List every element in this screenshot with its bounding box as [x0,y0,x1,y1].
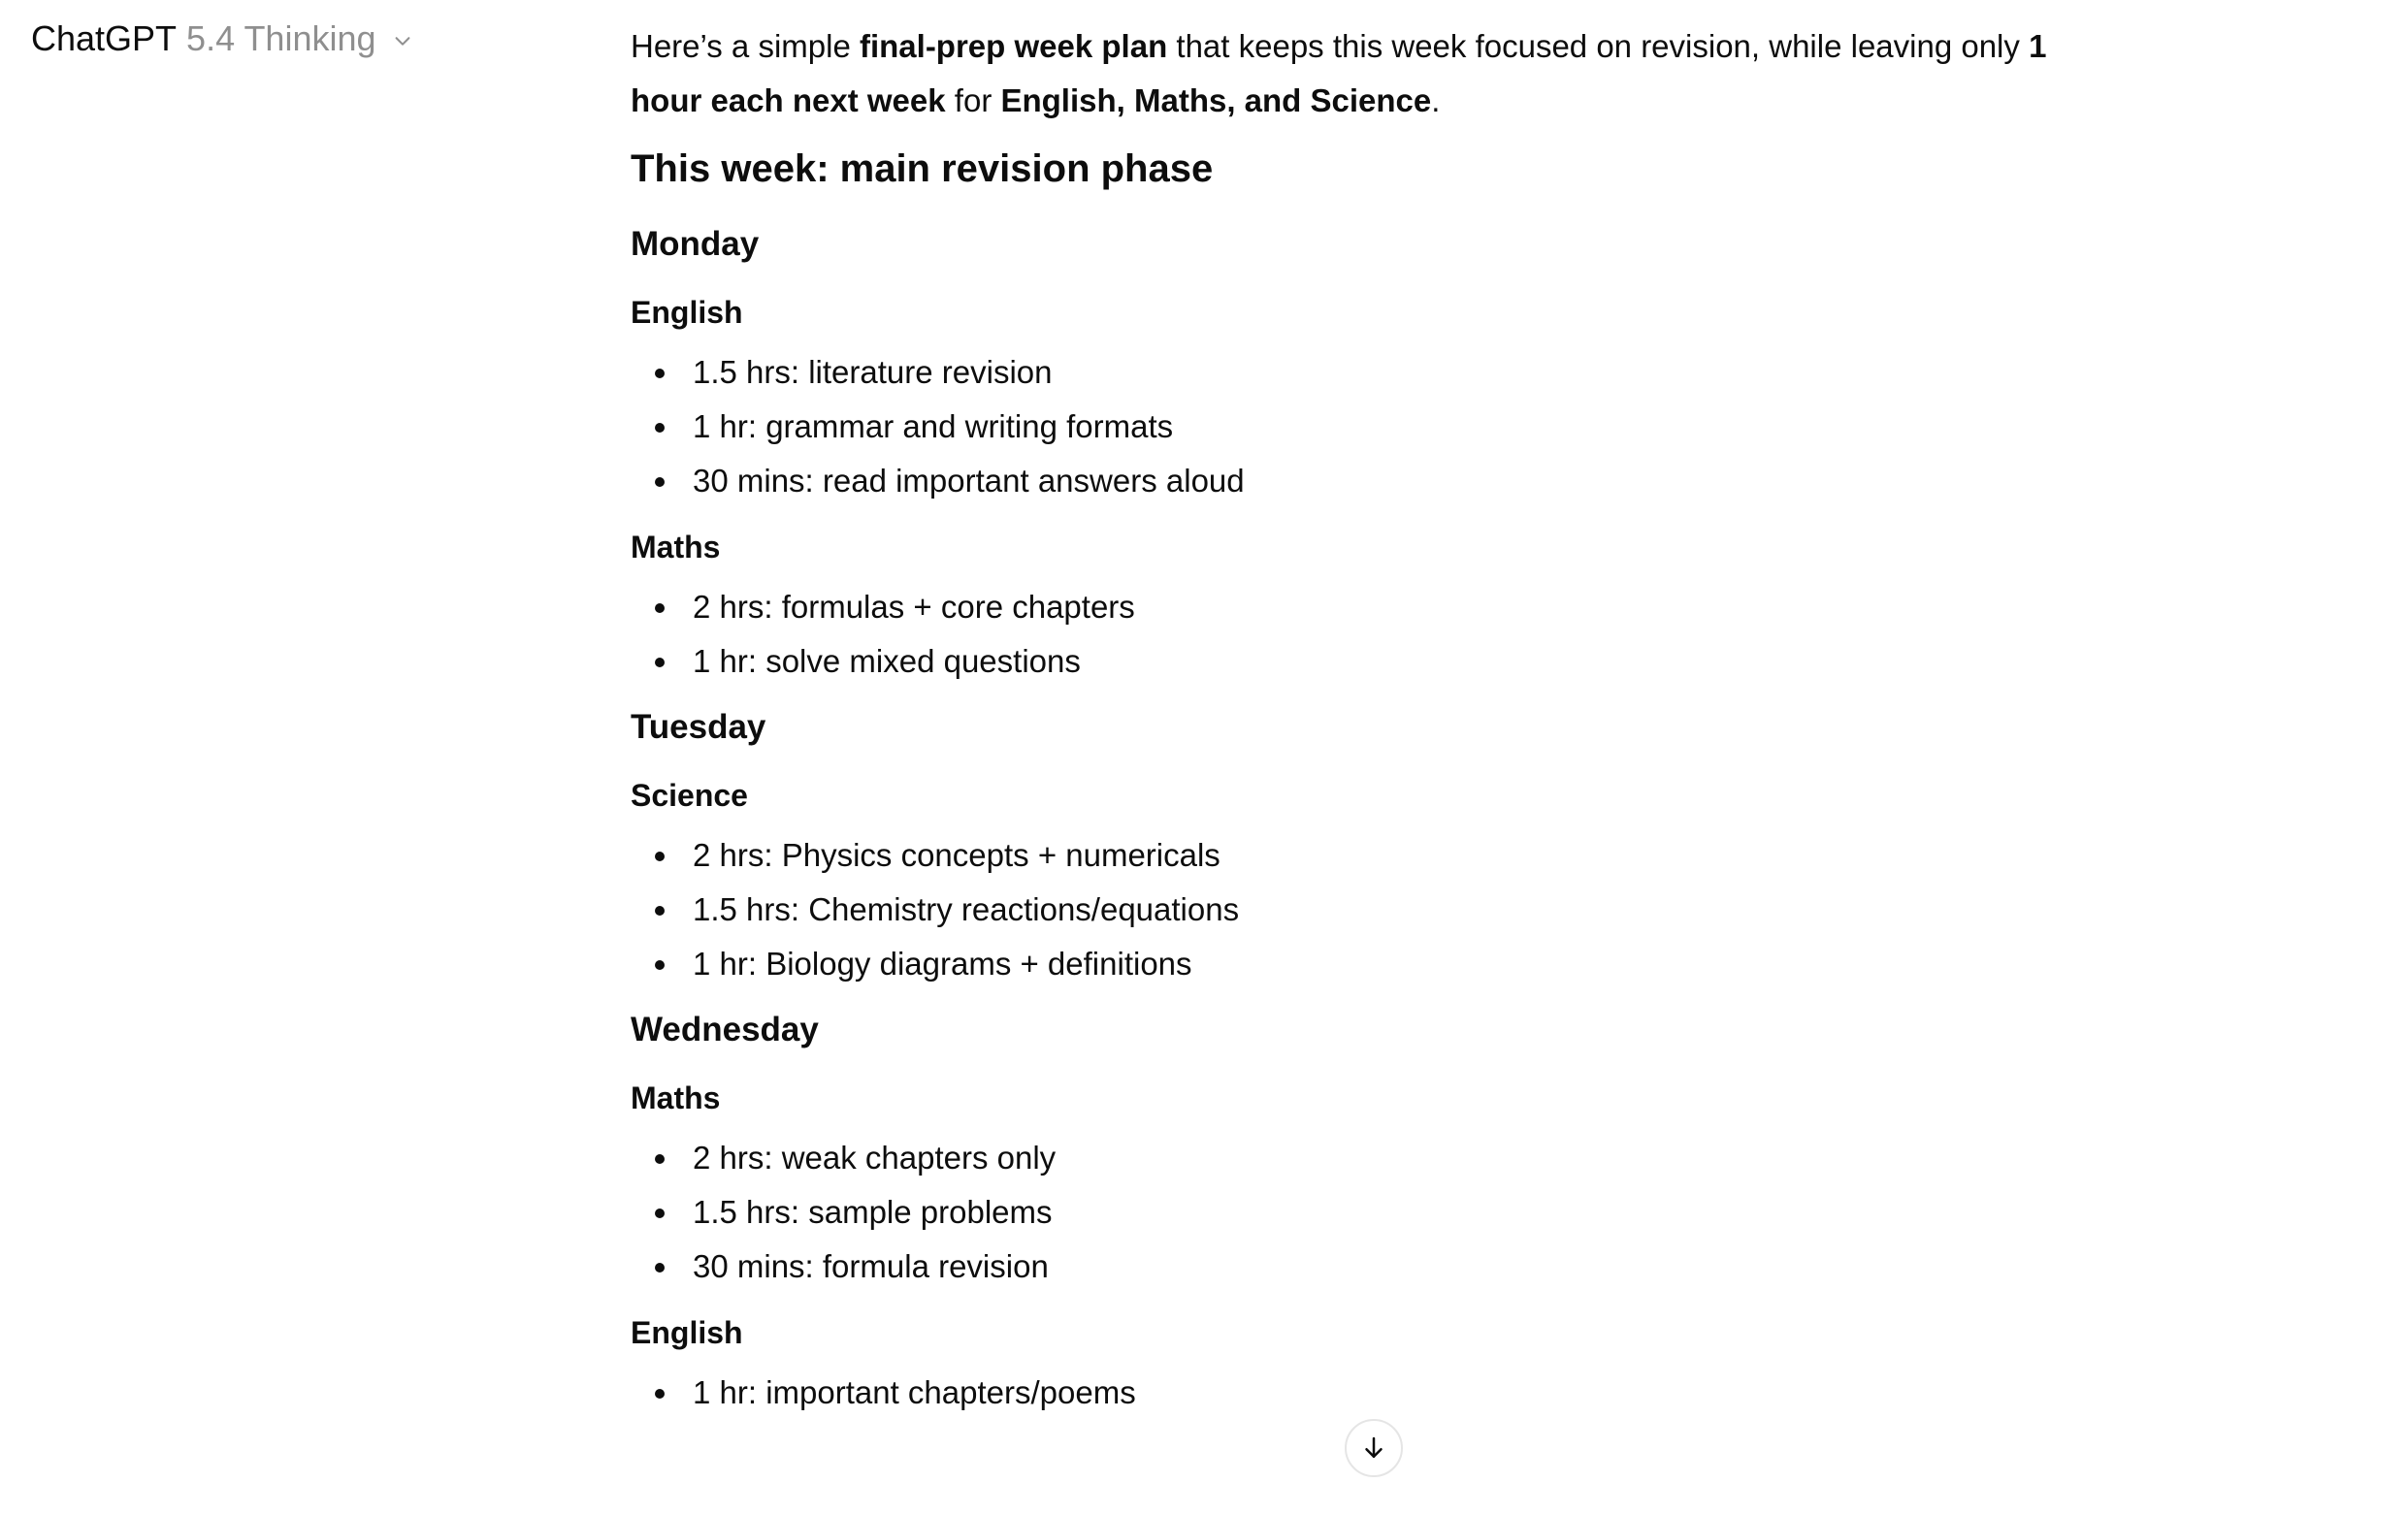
list-item: 30 mins: read important answers aloud [693,454,2125,508]
assistant-message [631,19,2125,1432]
task-list [631,580,2125,689]
model-name: 5.4 Thinking [186,18,376,58]
app-name: ChatGPT [31,18,178,58]
chevron-down-icon [392,30,413,51]
list-item: 1 hr: Biology diagrams + definitions [693,937,2125,991]
list-item: 1.5 hrs: sample problems [693,1185,2125,1240]
list-item: 1 hr: important chapters/poems [693,1366,2125,1420]
list-item: 1 hr: grammar and writing formats [693,400,2125,454]
day-heading: Monday [631,225,760,263]
arrow-down-icon [1359,1434,1388,1463]
subject-heading: Science [631,778,748,813]
task-list [631,1366,2125,1420]
subject-heading: English [631,295,743,330]
list-item: 1.5 hrs: Chemistry reactions/equations [693,883,2125,937]
task-list [631,1131,2125,1294]
list-item: 2 hrs: formulas + core chapters [693,580,2125,634]
day-heading: Tuesday [631,708,766,746]
intro-paragraph: Here’s a simple final-prep week plan that keeps this week focused on revision, while leaving only 1 hour each next week for English, Maths, and Science. [631,28,2047,118]
list-item: 1.5 hrs: literature revision [693,345,2125,400]
list-item: 30 mins: formula revision [693,1240,2125,1294]
subject-heading: Maths [631,530,721,564]
task-list [631,828,2125,991]
section-title: This week: main revision phase [631,147,1214,190]
scroll-to-bottom-button[interactable] [1345,1419,1403,1477]
task-list [631,345,2125,508]
model-selector[interactable] [31,14,413,64]
day-heading: Wednesday [631,1011,819,1048]
list-item: 2 hrs: Physics concepts + numericals [693,828,2125,883]
subject-heading: Maths [631,1080,721,1115]
list-item: 1 hr: solve mixed questions [693,634,2125,689]
subject-heading: English [631,1315,743,1350]
list-item: 2 hrs: weak chapters only [693,1131,2125,1185]
